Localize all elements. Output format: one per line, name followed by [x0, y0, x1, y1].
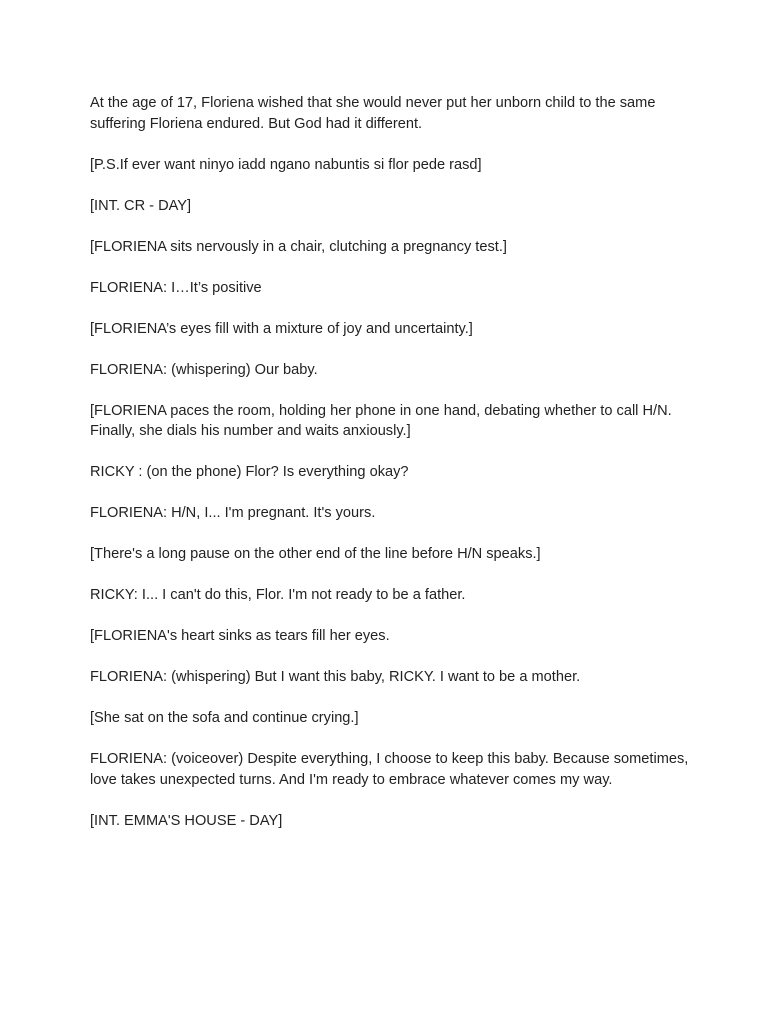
stage-direction: [She sat on the sofa and continue crying.]: [90, 710, 359, 726]
dialogue-line: FLORIENA: H/N, I... I'm pregnant. It's yours.: [90, 505, 376, 521]
dialogue-line: FLORIENA: (voiceover) Despite everything, I choose to keep this baby. Because sometimes, love takes unexpected turns. And I'm ready to embrace whatever comes my way.: [90, 751, 689, 788]
scene-heading-emma-house: [INT. EMMA'S HOUSE - DAY]: [90, 812, 283, 829]
dialogue-line: FLORIENA: (whispering) Our baby.: [90, 361, 318, 378]
document-body: [90, 93, 690, 852]
stage-direction: [FLORIENA paces the room, holding her phone in one hand, debating whether to call H/N. Finally, she dials his number and waits anxiously.]: [90, 402, 672, 439]
dialogue-line: FLORIENA: I…It’s positive: [90, 279, 262, 296]
dialogue-line: RICKY : (on the phone) Flor? Is everything okay?: [90, 464, 409, 480]
dialogue-line: FLORIENA: (whispering) But I want this baby, RICKY. I want to be a mother.: [90, 669, 581, 685]
stage-direction: [FLORIENA sits nervously in a chair, clutching a pregnancy test.]: [90, 238, 507, 255]
paragraph-intro: At the age of 17, Floriena wished that she would never put her unborn child to the same suffering Floriena endured. But God had it different.: [90, 95, 656, 132]
paragraph-ps-note: [P.S.If ever want ninyo iadd ngano nabuntis si flor pede rasd]: [90, 156, 482, 173]
scene-heading-cr: [INT. CR - DAY]: [90, 197, 192, 214]
stage-direction: [There's a long pause on the other end of the line before H/N speaks.]: [90, 546, 541, 562]
dialogue-line: RICKY: I... I can't do this, Flor. I'm not ready to be a father.: [90, 587, 466, 603]
stage-direction: [FLORIENA's heart sinks as tears fill her eyes.: [90, 628, 390, 644]
stage-direction: [FLORIENA’s eyes fill with a mixture of joy and uncertainty.]: [90, 320, 473, 337]
